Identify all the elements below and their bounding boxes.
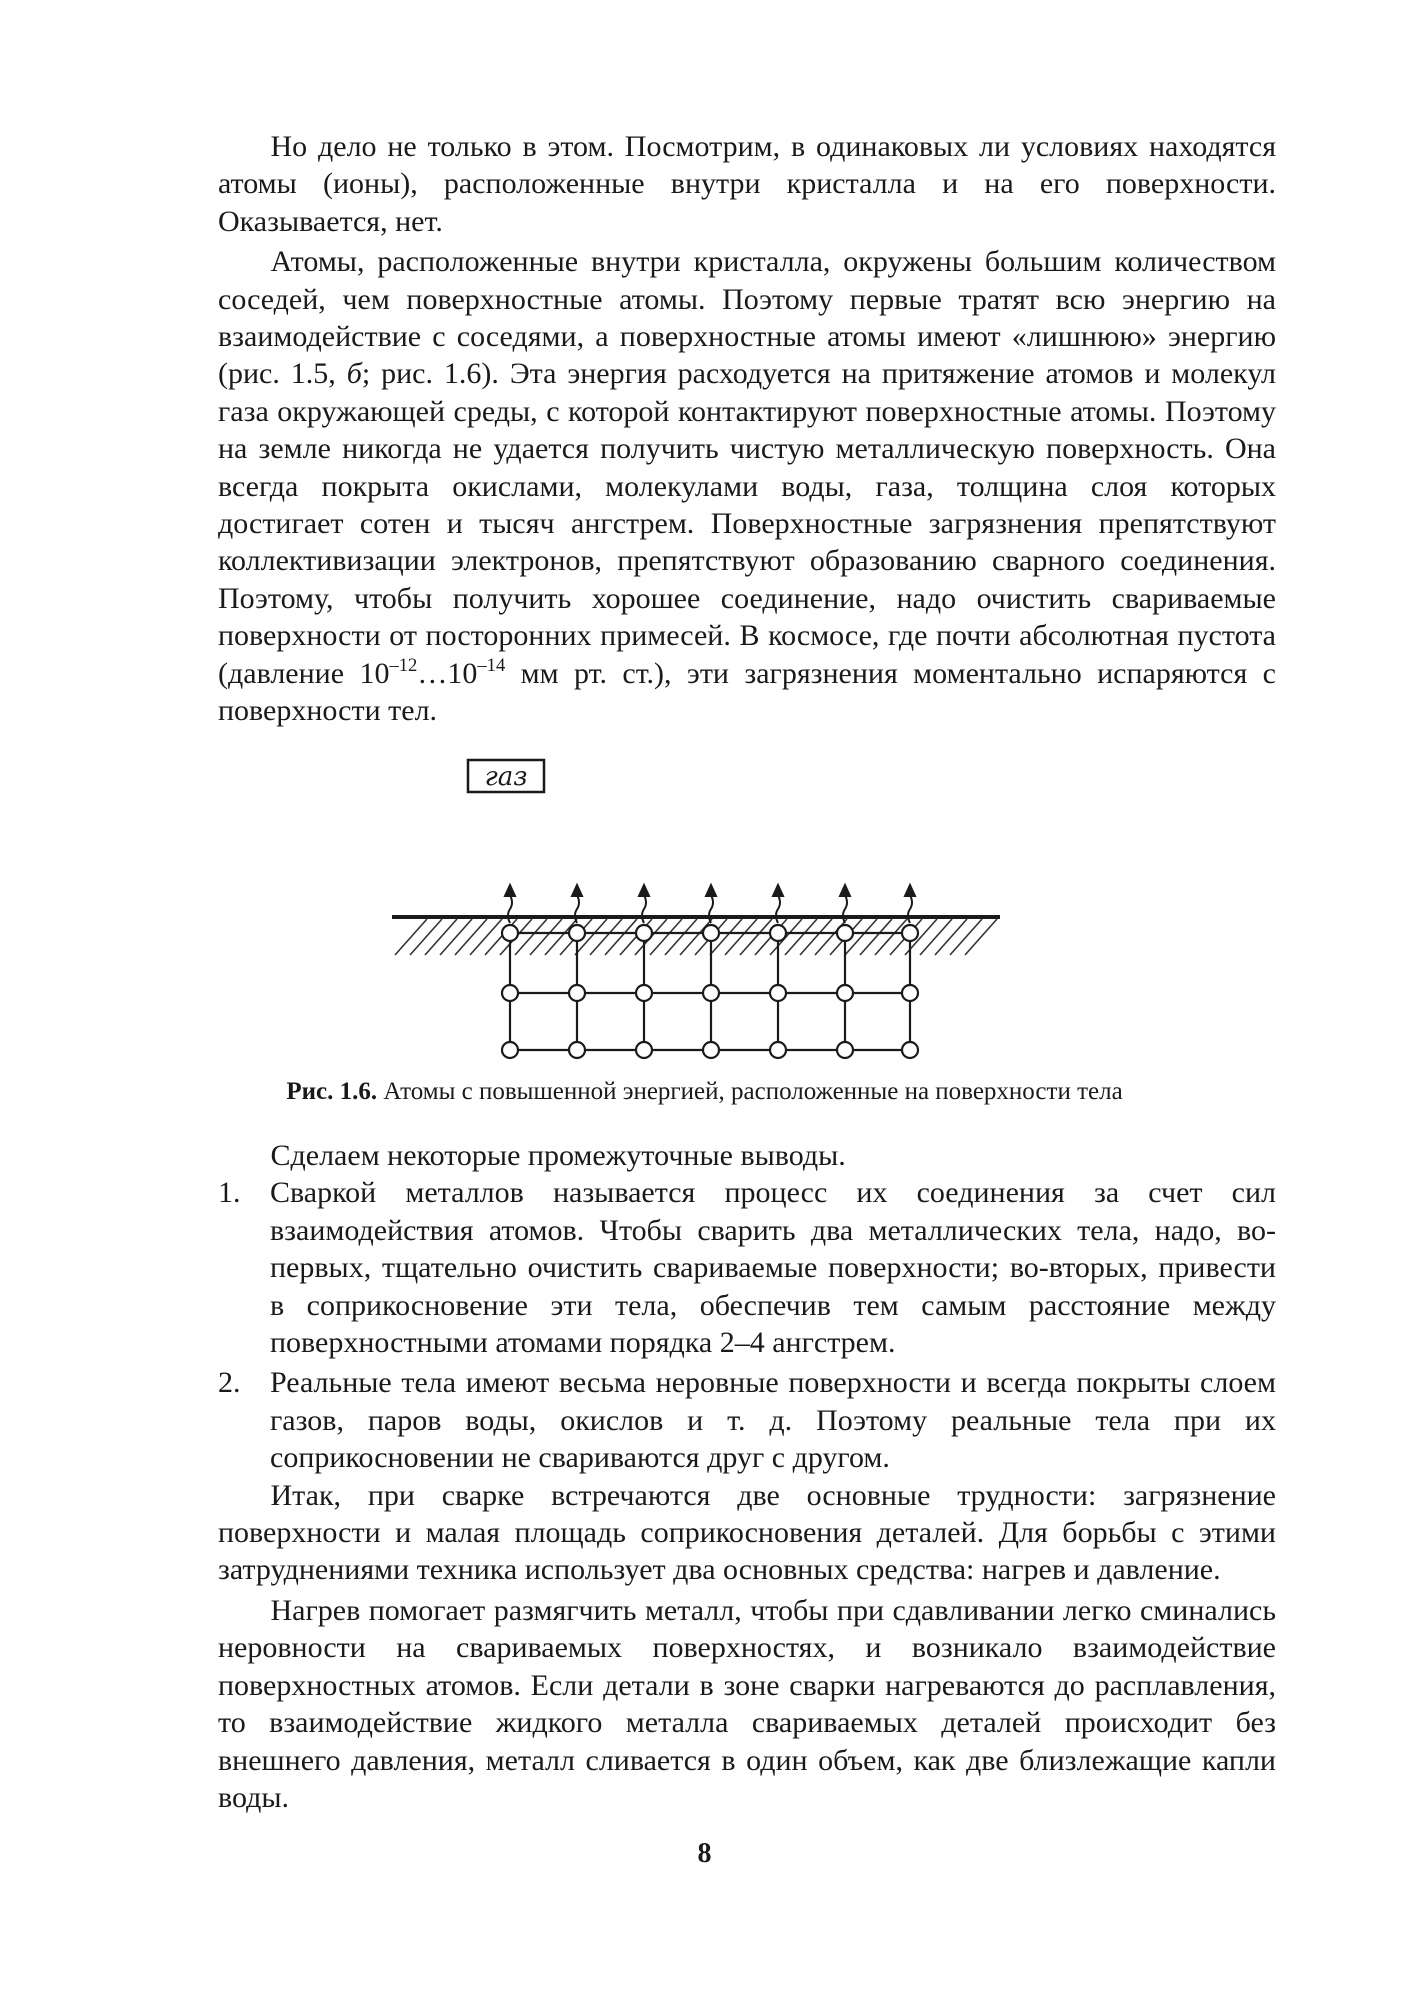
page-number: 8	[697, 1838, 712, 1869]
lower-text	[218, 1137, 1276, 1816]
caption-text: Атомы с повышенной энергией, расположенные на поверхности тела	[377, 1078, 1123, 1105]
gas-label: газ	[484, 762, 528, 792]
list-item-1	[218, 1174, 1276, 1361]
list-text: Сваркой металлов называется процесс их соединения за счет сил взаимодействия атомов. Чтобы сварить два металлических тела, надо, во-первых, тщательно очистить свариваемые поверхности; во-вторых, привести в соприкосновение эти тела, обеспечив тем самым расстояние между поверхностными атомами порядка 2–4 ангстрем.	[270, 1176, 1276, 1360]
list-number: 2.	[218, 1366, 241, 1400]
ellipsis: …10	[417, 656, 478, 690]
exponent-2: –14	[477, 654, 506, 676]
figure-atoms-surface	[0, 740, 1409, 1060]
paragraph-2-italic: б	[346, 357, 362, 391]
upper-text	[218, 128, 1276, 730]
intro-line: Сделаем некоторые промежуточные выводы.	[270, 1139, 846, 1172]
gas-label-box	[468, 760, 544, 792]
paragraph-2-start: Атомы, расположенные внутри кристалла, окружены большим количеством соседей, чем поверхностные атомы. Поэтому первые тратят всю энергию на взаимодействие с соседями, а поверхностные атомы имеют «лишнюю» энергию (рис. 1.5,	[218, 245, 1276, 391]
paragraph-2-cont: Поэтому на земле никогда не удается получить чистую металлическую поверхность. Она всегда покрыта окислами, молекулами воды, газа, толщина слоя которых достигает сотен и тысяч ангстрем. Поверхностные загрязнения препятствуют коллективизации электронов, препятствуют образованию сварного соединения. Поэтому, чтобы получить хорошее соединение, надо очистить свариваемые поверхности от посторонних примесей. В космосе, где почти абсолютная пустота (давление 10	[218, 394, 1277, 690]
list-text: Реальные тела имеют весьма неровные поверхности и всегда покрыты слоем газов, паров воды, окислов и т. д. Поэтому реальные тела при их соприкосновении не свариваются друг с другом.	[270, 1366, 1276, 1475]
paragraph-2-end: мм рт. ст.), эти загрязнения моментально испаряются с поверхности тел.	[218, 656, 1276, 728]
paragraph-1: Но дело не только в этом. Посмотрим, в одинаковых ли условиях находятся атомы (ионы), расположенные внутри кристалла и на его поверхности. Оказывается, нет.	[218, 130, 1276, 238]
list-item-2	[218, 1364, 1276, 1476]
figure-caption	[0, 1077, 1409, 1107]
paragraph-2	[218, 243, 1276, 729]
paragraph-4: Нагрев помогает размягчить металл, чтобы при сдавливании легко сминались неровности на свариваемых поверхностях, и возникало взаимодействие поверхностных атомов. Если детали в зоне сварки нагреваются до расплавления, то взаимодействие жидкого металла свариваемых деталей происходит без внешнего давления, металл сливается в один объем, как две близлежащие капли воды.	[218, 1593, 1276, 1814]
exponent-1: –12	[389, 654, 418, 676]
paragraph-3: Итак, при сварке встречаются две основные трудности: загрязнение поверхности и малая площадь соприкосновения деталей. Для борьбы с этими затруднениями техника использует два основных средства: нагрев и давление.	[218, 1478, 1276, 1587]
list-number: 1.	[218, 1176, 241, 1210]
caption-label: Рис. 1.6.	[286, 1078, 378, 1105]
paragraph-2-tail: ; рис. 1.6). Эта энергия расходуется на притяжение атомов и молекул газа окружающей среды, с которой контактируют поверхностные атомы.	[218, 357, 1276, 428]
